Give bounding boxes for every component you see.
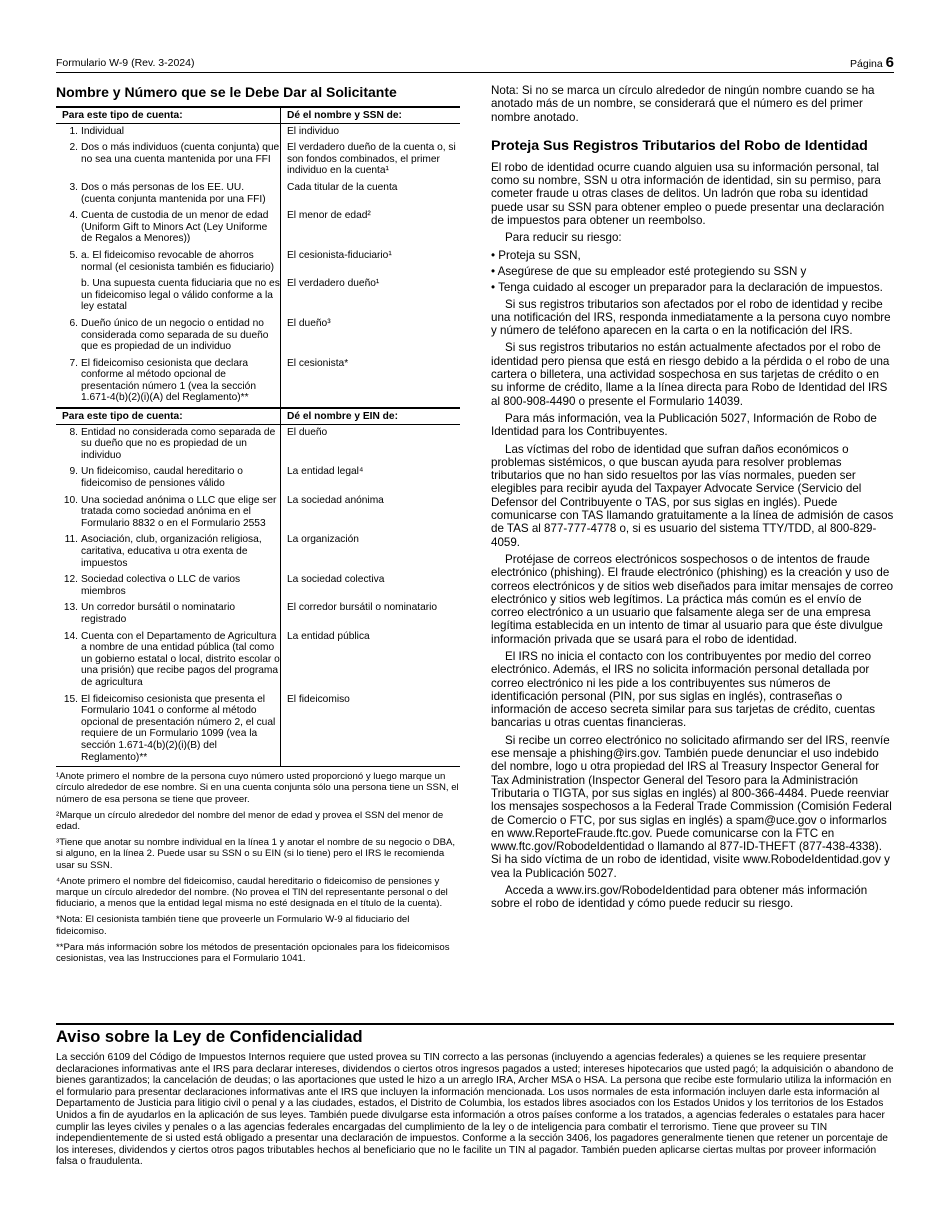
- account-type-cell: [56, 208, 281, 248]
- ein-table-row: [56, 493, 460, 533]
- account-type: Entidad no considerada como separada de su dueño que no es propiedad de un individuo: [81, 426, 276, 461]
- identity-theft-paragraph: Acceda a www.irs.gov/RobodeIdentidad para obtener más información sobre el robo de identidad y cómo puede reducir su riesgo.: [491, 884, 868, 911]
- footnote: ⁴Anote primero el nombre del fideicomiso, caudal hereditario o fideicomiso de pensiones y marque un círculo alrededor del nombre. (No provea el TIN del representante personal o del fiduciario, a menos que la entidad legal misma no esté designada en el título de la cuenta).: [56, 875, 448, 910]
- account-type-cell: [56, 276, 281, 316]
- privacy-title: Aviso sobre la Ley de Confidencialidad: [56, 1028, 363, 1046]
- account-type-cell: [56, 180, 281, 208]
- identity-theft-paragraph: El IRS no inicia el contacto con los contribuyentes por medio del correo electrónico. Además, el IRS no solicita información personal detallada por correo electrónico ni les pide a los contribuyentes sus números de identificación personal (PIN, por sus siglas en inglés), contraseñas o información de acceso secreta similar para sus tarjetas de crédito, cuentas bancarias u otras cuentas financieras.: [491, 649, 876, 730]
- account-type: Cuenta de custodia de un menor de edad (Uniform Gift to Minors Act (Ley Uniforme de Regalos a Menores)): [81, 210, 269, 245]
- account-type-wrap: [62, 602, 280, 625]
- footnote: ²Marque un círculo alrededor del nombre del menor de edad y provea el SSN del menor de edad.: [56, 809, 444, 832]
- ssn-table-row: [56, 180, 460, 208]
- give-name-of: La sociedad anónima: [287, 494, 384, 506]
- form-id: Formulario W-9 (Rev. 3-2024): [56, 57, 195, 69]
- table2-header-type: Para este tipo de cuenta:: [56, 408, 281, 424]
- row-number: 1.: [69, 125, 78, 137]
- privacy-body: La sección 6109 del Código de Impuestos Internos requiere que usted provea su TIN correcto a las personas (incluyendo a agencias federales) a quienes se les requiere presentar declaraciones informativas ante el IRS para declarar intereses, dividendos o ciertos otros ingresos pagados a usted; intereses hipotecarios que usted pagó; la adquisición o abandono de bienes garantizados; la cancelación de deudas; o las aportaciones que usted le hizo a un arreglo IRA, Archer MSA o HSA. La persona que recibe este formulario utiliza la información en el formulario para presentar declaraciones informativas ante el IRS que incluyen la información mencionada. Los usos normales de esta información incluyen darle esta información al Departamento de Justicia para litigio civil o penal y a las ciudades, estados, el Distrito de Columbia, los estados libres asociados con los Estados Unidos y los territorios de los Estados Unidos a fin de ayudarlos en la aplicación de sus leyes. También puede divulgarse esta información a otros países conforme a los tratados, a agencias federales o estatales para hacer cumplir las leyes civiles y penales o a las agencias federales encargadas del cumplimiento de la ley o de inteligencia para combatir el terrorismo. Tiene que proveer su TIN independientemente de si usted está obligado a presentar una declaración de impuestos. Conforme a la sección 3406, los pagadores generalmente tienen que retener un porcentaje de los intereses, dividendos y ciertos otros pagos tributables hechos al beneficiario que no le facilite un TIN al pagador. También pueden aplicarse ciertas multas por proveer información falsa o fraudulenta.: [56, 1052, 894, 1168]
- identity-theft-body: [491, 161, 894, 911]
- account-type-wrap: [62, 126, 280, 138]
- risk-bullet: • Tenga cuidado al escoger un preparador para la declaración de impuestos.: [491, 281, 883, 295]
- account-type: El fideicomiso cesionista que declara conforme al método opcional de presentación número 1 (vea la sección 1.671-4(b)(2)(i)(A) del Reglamento)**: [81, 357, 256, 404]
- table2-body: [56, 408, 460, 767]
- identity-theft-paragraph: Si recibe un correo electrónico no solicitado afirmando ser del IRS, reenvíe ese mensaje a phishing@irs.gov. También puede denunciar el uso indebido del nombre, logo u otra propiedad del IRS al Treasury Inspector General for Tax Administration (Inspector General del Tesoro para la Administración Tributaria o TIGTA, por sus siglas en inglés) al 800-366-4484. Puede reenviar los mensajes sospechosos a la Federal Trade Commission (Comisión Federal de Comercio o FTC, por sus siglas en inglés) a spam@uce.gov o informarlos en www.ReporteFraude.ftc.gov. Puede comunicarse con la FTC en www.ftc.gov/RobodeIdentidad o llamando al 877-ID-THEFT (877-438-4338). Si ha sido víctima de un robo de identidad, visite www.RobodeIdentidad.gov y vea la Publicación 5027.: [491, 733, 892, 880]
- row-number: 7.: [69, 357, 78, 369]
- row-number: 5.: [69, 249, 78, 261]
- ein-table-row: [56, 600, 460, 628]
- account-type: Sociedad colectiva o LLC de varios miembros: [81, 574, 241, 597]
- footnotes: [56, 771, 460, 964]
- identity-theft-paragraph: Para más información, vea la Publicación 5027, Información de Robo de Identidad para los Contribuyentes.: [491, 411, 877, 439]
- circle-note: Nota: Si no se marca un círculo alrededor de ningún nombre cuando se ha anotado más de un nombre, se considerará que el número es del primer nombre anotado.: [491, 84, 875, 124]
- ein-table-row: [56, 532, 460, 572]
- account-type: Dos o más personas de los EE. UU. (cuenta conjunta mantenida por una FFI): [81, 181, 266, 205]
- give-name-of: El cesionista*: [281, 356, 461, 408]
- page-number: 6: [885, 54, 894, 71]
- section-divider: [56, 1023, 894, 1025]
- footnote: ¹Anote primero el nombre de la persona cuyo número usted proporcionó y luego marque un círculo alrededor de ese nombre. Si en una cuenta conjunta sólo una persona tiene un SSN, el número de esa persona se tiene que proveer.: [56, 771, 459, 805]
- account-type-wrap: [62, 694, 280, 764]
- form-page: [56, 52, 894, 1182]
- row-number: 6.: [69, 317, 78, 329]
- table1-header-row: [56, 107, 460, 123]
- identity-theft-paragraph: Si sus registros tributarios son afectados por el robo de identidad y recibe una notificación del IRS, responda inmediatamente a la persona cuyo nombre y número de teléfono aparecen en la carta o en la notificación del IRS.: [491, 297, 891, 338]
- row-number: 15.: [63, 693, 78, 705]
- account-type-cell: [56, 600, 281, 628]
- risk-bullet: • Proteja su SSN,: [491, 248, 581, 262]
- give-name-of: El menor de edad²: [287, 210, 371, 222]
- ssn-table-row: [56, 208, 460, 248]
- give-name-of: El dueño: [287, 426, 328, 438]
- account-type-cell: [56, 572, 281, 600]
- table1-header-type: Para este tipo de cuenta:: [56, 107, 281, 123]
- account-type-cell: [56, 424, 281, 464]
- account-type-cell: [56, 356, 281, 408]
- ein-table-row: [56, 692, 460, 767]
- account-type: Asociación, club, organización religiosa, caritativa, educativa u otra exenta de impuestos: [81, 534, 262, 569]
- page-indicator: [850, 54, 894, 71]
- give-name-of: El fideicomiso: [281, 692, 461, 767]
- row-number: 12.: [63, 574, 78, 586]
- page-label: Página: [850, 58, 883, 70]
- account-type-cell: [56, 464, 281, 492]
- account-type-wrap: [62, 318, 280, 353]
- account-type-wrap: [62, 495, 280, 530]
- ein-table-row: [56, 572, 460, 600]
- give-name-of: Cada titular de la cuenta: [287, 181, 398, 193]
- table1-body: [56, 107, 460, 408]
- account-type: Dos o más individuos (cuenta conjunta) que no sea una cuenta mantenida por una FFI: [81, 142, 280, 165]
- account-type-cell: [56, 123, 281, 140]
- give-name-of: El individuo: [287, 125, 340, 137]
- ssn-table-row: [56, 140, 460, 180]
- account-type-wrap: [62, 534, 280, 569]
- ein-table-row: [56, 424, 460, 464]
- row-number: 2.: [69, 142, 78, 154]
- account-type: Cuenta con el Departamento de Agricultura a nombre de una entidad pública (tal como un gobierno estatal o local, distrito escolar o una prisión) que recibe pagos del programa de agricultura: [81, 630, 280, 688]
- identity-theft-heading: Proteja Sus Registros Tributarios del Robo de Identidad: [491, 137, 868, 154]
- account-type-wrap: [62, 427, 280, 462]
- account-type-wrap: [62, 466, 280, 489]
- account-type: El fideicomiso cesionista que presenta el Formulario 1041 o conforme al método opcional de presentación número 2, el cual requiere de un Formulario 1099 (vea la sección 1.671-4(b)(2)(i)(B) del Reglamento)**: [81, 693, 276, 763]
- identity-theft-paragraph: Protéjase de correos electrónicos sospechosos o de intentos de fraude electrónico (phishing). El fraude electrónico (phishing) es la creación y uso de correos electrónicos y de sitios web diseñados para imitar mensajes de correo electrónico y sitios web legítimos. La práctica más común es el envío de correo electrónico a un usuario que falsamente alega ser de una empresa legítima establecida en un intento de timar al usuario para que éste divulgue información privada que se usará para el robo de identidad.: [491, 552, 894, 646]
- account-type-cell: [56, 140, 281, 180]
- account-type: Una sociedad anónima o LLC que elige ser tratada como sociedad anónima en el Formulario 8832 o en el Formulario 2553: [81, 494, 277, 529]
- account-type: Un fideicomiso, caudal hereditario o fideicomiso de pensiones válido: [81, 466, 243, 490]
- account-type-wrap: [62, 278, 280, 313]
- row-number: 9.: [69, 466, 78, 478]
- row-number: 8.: [69, 426, 78, 438]
- table2-header-give: Dé el nombre y EIN de:: [281, 408, 461, 424]
- account-type-wrap: [62, 210, 280, 245]
- account-type-cell: [56, 692, 281, 767]
- row-number: 13.: [63, 602, 78, 614]
- give-name-of: La organización: [287, 534, 359, 546]
- footnote: *Nota: El cesionista también tiene que proveerle un Formulario W-9 al fiduciario del fideicomiso.: [56, 914, 410, 937]
- account-type-cell: [56, 532, 281, 572]
- row-number: 4.: [69, 210, 78, 222]
- footnote: **Para más información sobre los métodos de presentación opcionales para los fideicomisos cesionistas, vea las Instrucciones para el Formulario 1041.: [56, 941, 450, 964]
- row-number: 10.: [63, 494, 78, 506]
- account-type: Dueño único de un negocio o entidad no considerada como separada de su dueño que es propiedad de un individuo: [81, 317, 269, 353]
- row-number: 11.: [64, 534, 78, 546]
- ssn-table-row: [56, 248, 460, 276]
- identity-theft-paragraph: Si sus registros tributarios no están actualmente afectados por el robo de identidad pero piensa que está en riesgo debido a la pérdida o el robo de una cartera o billetera, una actividad sospechosa en sus tarjetas de crédito o en su informe de crédito, llame a la línea directa para Robo de Identidad del IRS al 800-908-4490 o presente el Formulario 14039.: [491, 341, 890, 408]
- row-number: [62, 278, 81, 313]
- give-name-of: El verdadero dueño de la cuenta o, si son fondos combinados, el primer individuo en la cuenta¹: [287, 142, 456, 177]
- row-number: 14.: [63, 630, 78, 642]
- give-name-of: El verdadero dueño¹: [287, 278, 380, 290]
- ssn-table-row: [56, 316, 460, 356]
- account-type-wrap: [62, 182, 280, 205]
- account-type-cell: [56, 316, 281, 356]
- identity-theft-paragraph: Para reducir su riesgo:: [505, 231, 622, 245]
- account-type-wrap: [62, 631, 280, 689]
- give-name-of: La entidad pública: [287, 630, 370, 642]
- account-type-cell: [56, 248, 281, 276]
- ssn-table-row: [56, 123, 460, 140]
- account-type: b. Una supuesta cuenta fiduciaria que no es un fideicomiso legal o válido conforme a la ley estatal: [81, 278, 280, 313]
- account-type-cell: [56, 493, 281, 533]
- left-column: [56, 84, 460, 969]
- ein-table-row: [56, 629, 460, 692]
- give-name-of: La sociedad colectiva: [287, 574, 385, 586]
- account-type-wrap: [62, 250, 280, 273]
- account-type-wrap: [62, 142, 280, 165]
- page-header: [56, 52, 894, 73]
- privacy-act-section: [56, 1028, 894, 1168]
- give-name-of: El cesionista-fiduciario¹: [287, 249, 392, 261]
- account-type: Un corredor bursátil o nominatario registrado: [81, 602, 236, 625]
- account-type: a. El fideicomiso revocable de ahorros normal (el cesionista también es fiduciario): [81, 249, 275, 273]
- give-name-of: El dueño³: [287, 317, 331, 329]
- row-number: 3.: [69, 181, 78, 193]
- risk-bullet: • Asegúrese de que su empleador esté protegiendo su SSN y: [491, 264, 807, 278]
- account-type-cell: [56, 629, 281, 692]
- table1-header-give: Dé el nombre y SSN de:: [281, 107, 461, 123]
- account-name-table: [56, 106, 460, 767]
- right-column: [491, 84, 894, 915]
- name-number-title: Nombre y Número que se le Debe Dar al Solicitante: [56, 84, 397, 100]
- give-name-of: La entidad legal⁴: [287, 466, 364, 478]
- identity-theft-paragraph: El robo de identidad ocurre cuando alguien usa su información personal, tal como su nombre, SSN u otra información de identidad, sin su permiso, para cometer fraude u otras clases de delitos. Un ladrón que roba su identidad puede usar su SSN para obtener empleo o puede presentar una declaración de impuestos para obtener un reembolso.: [491, 160, 885, 228]
- identity-theft-paragraph: Las víctimas del robo de identidad que sufran daños económicos o problemas sistémicos, o que buscan ayuda para resolver problemas tributarios que no han sido resueltos por las vías normales, pueden ser elegibles para recibir ayuda del Taxpayer Advocate Service (Servicio del Defensor del Contribuyente o TAS, por sus siglas en inglés). Puede comunicarse con TAS llamando gratuitamente a la línea de admisión de casos de TAS al 877-777-4778 o, si es usuario del sistema TTY/TDD, al 800-829-4059.: [491, 442, 894, 549]
- account-type: Individual: [81, 125, 125, 137]
- ssn-table-row: [56, 276, 460, 316]
- footnote: ³Tiene que anotar su nombre individual en la línea 1 y anotar el nombre de su negocio o DBA, si alguno, en la línea 2. Puede usar su SSN o su EIN (si lo tiene) pero el IRS le recomienda usar su SSN.: [56, 837, 456, 871]
- table2-header-row: [56, 408, 460, 424]
- give-name-of: El corredor bursátil o nominatario: [287, 602, 438, 614]
- ssn-table-row: [56, 356, 460, 408]
- ein-table-row: [56, 464, 460, 492]
- account-type-wrap: [62, 358, 280, 404]
- account-type-wrap: [62, 574, 280, 597]
